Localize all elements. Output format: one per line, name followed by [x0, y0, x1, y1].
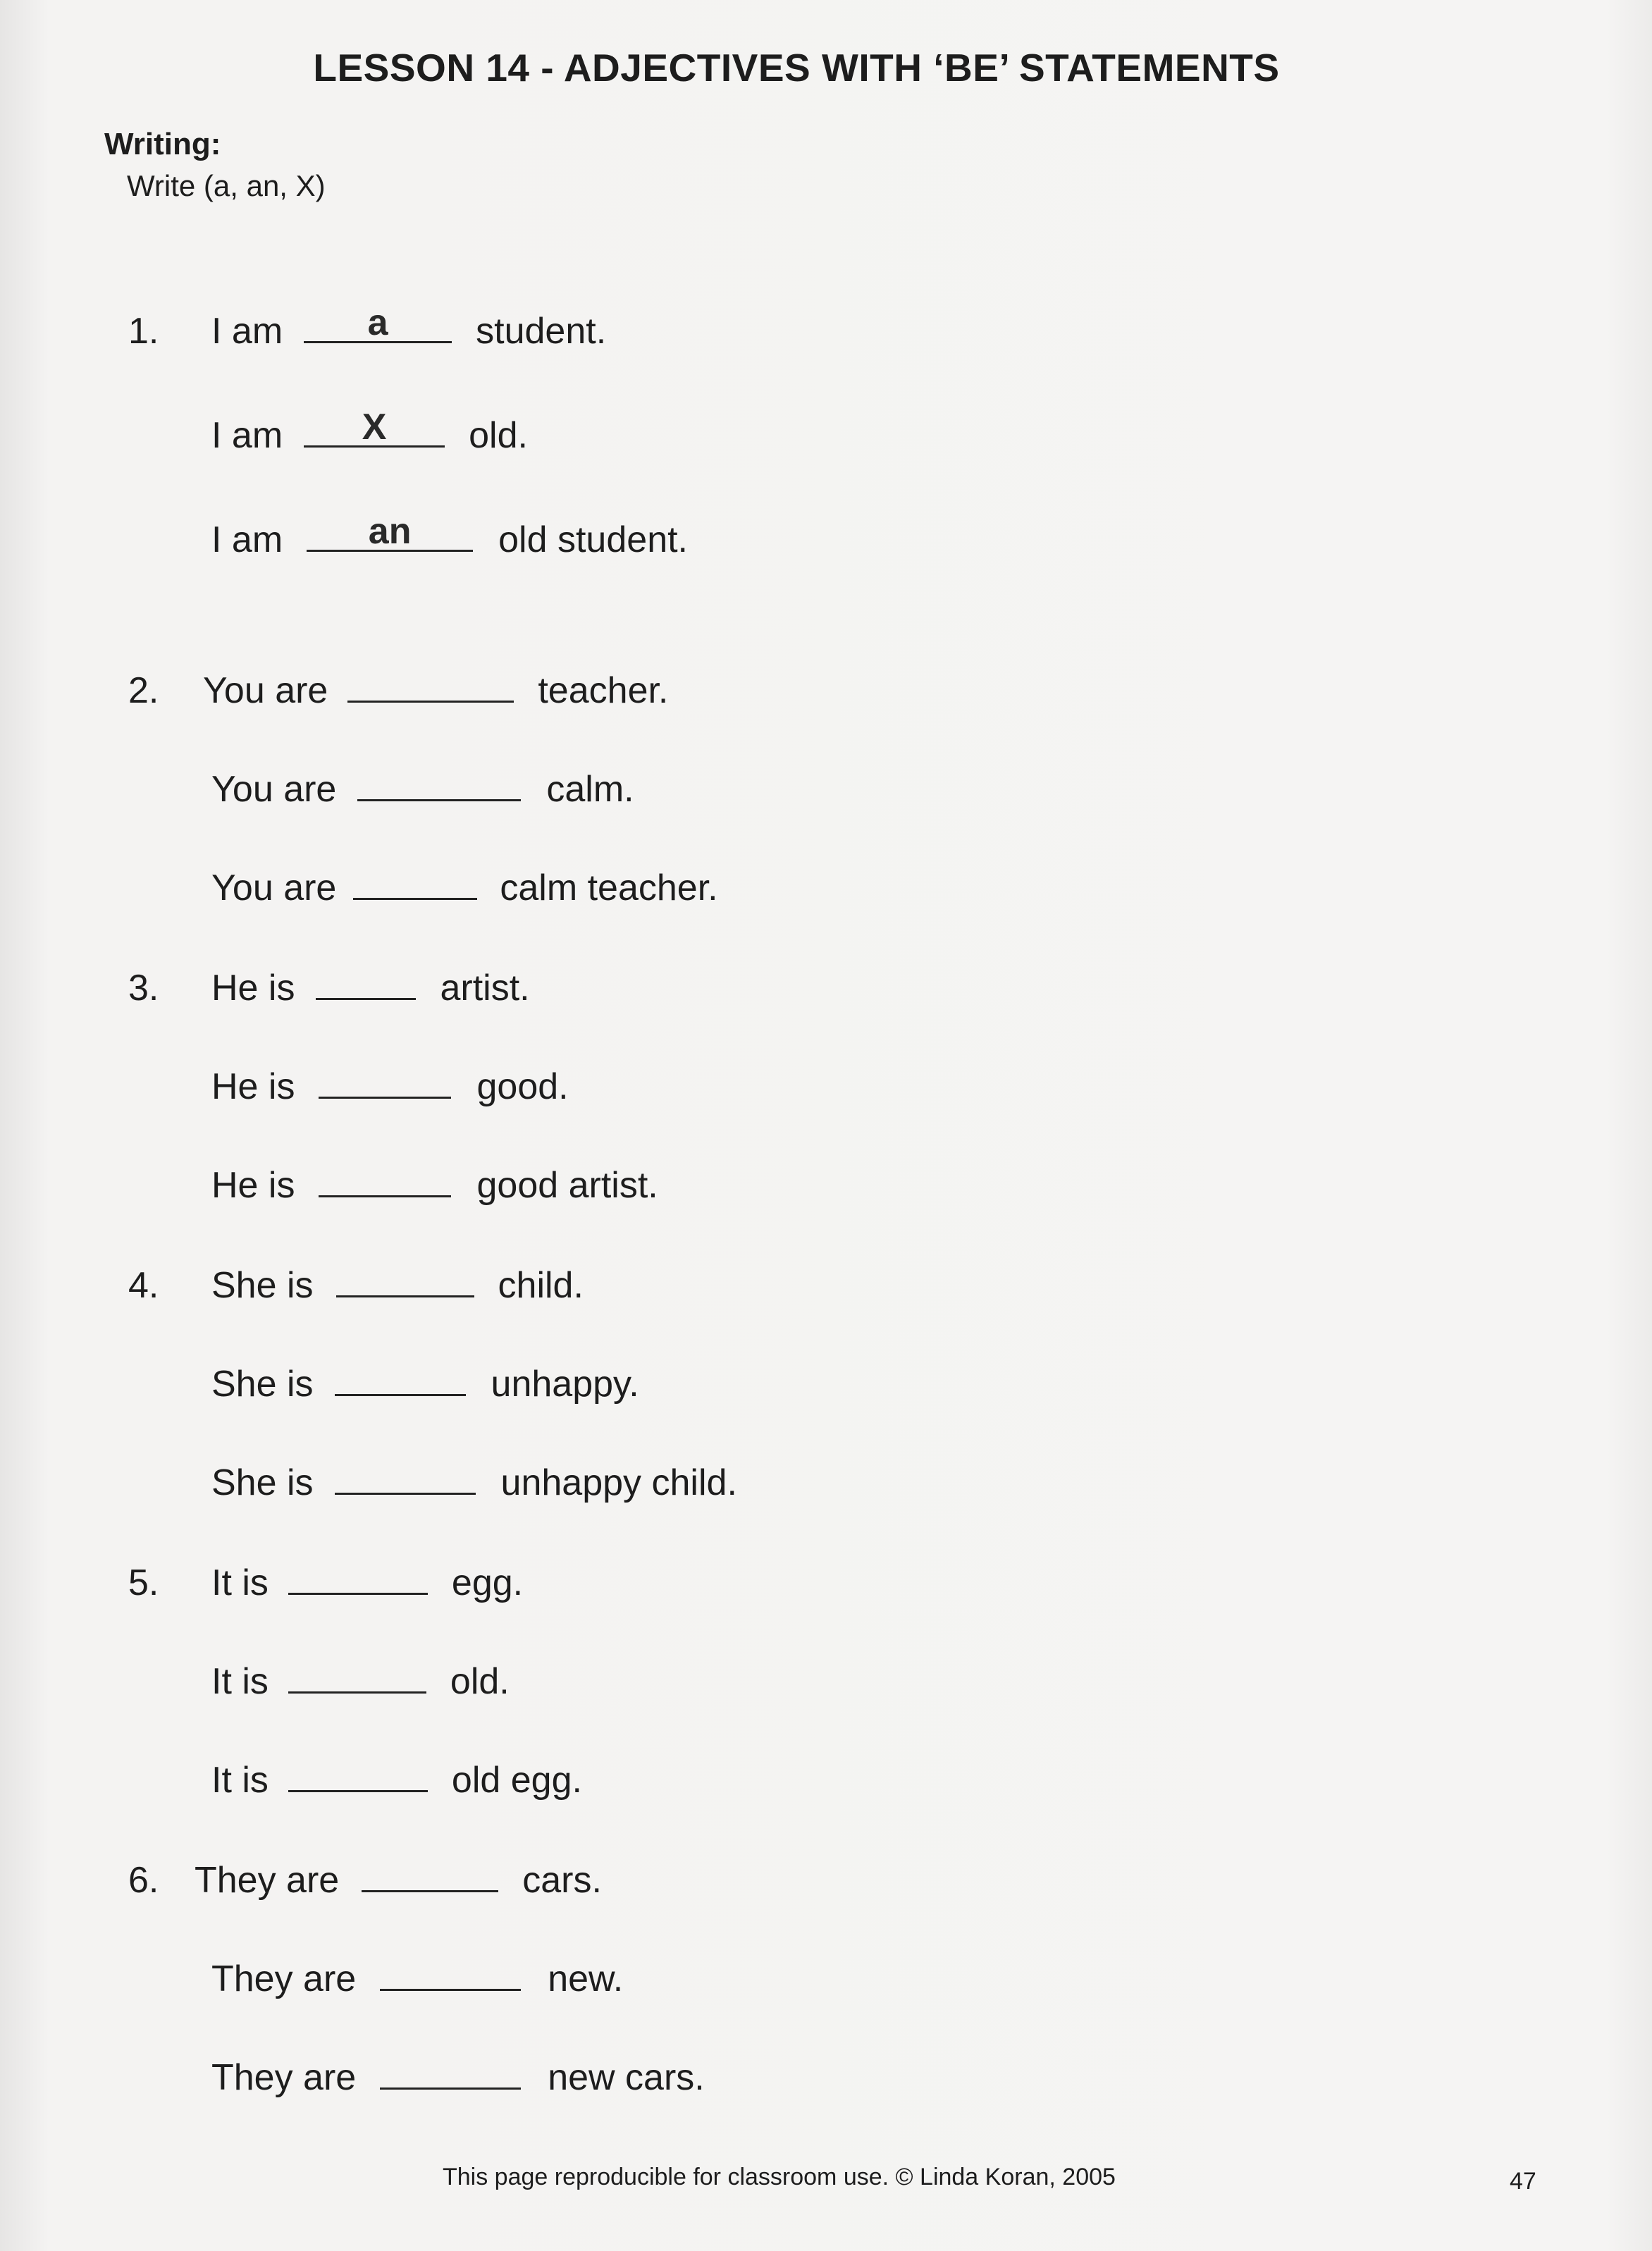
instruction-text: Write (a, an, X) — [127, 169, 326, 202]
exercise-number: 5. — [128, 1562, 159, 1603]
exercise-2-line-3 — [211, 867, 718, 909]
exercise-number: 1. — [128, 311, 159, 352]
answer-blank[interactable] — [307, 511, 473, 552]
answer-blank[interactable] — [304, 407, 445, 448]
sentence-start: They are — [211, 1959, 357, 1999]
sentence-end: teacher. — [538, 670, 669, 711]
sentence-start: I am — [211, 311, 283, 352]
sentence-start: She is — [211, 1265, 314, 1306]
exercise-2-line-2 — [211, 768, 634, 810]
exercise-number: 4. — [128, 1265, 159, 1306]
page-number: 47 — [1510, 2168, 1536, 2195]
exercise-4-line-1 — [128, 1264, 584, 1307]
sentence-end: old. — [469, 415, 528, 456]
sentence-start: You are — [203, 670, 328, 711]
answer-blank[interactable] — [319, 1066, 451, 1099]
sentence-end: unhappy. — [491, 1364, 639, 1405]
sentence-end: student. — [476, 311, 607, 352]
sentence-end: child. — [498, 1265, 584, 1306]
answer-blank[interactable] — [380, 2056, 521, 2090]
answer-text: a — [367, 302, 388, 343]
sentence-start: She is — [211, 1364, 314, 1405]
exercise-5-line-3 — [211, 1759, 582, 1801]
sentence-start: He is — [211, 968, 295, 1009]
answer-blank[interactable] — [288, 1562, 428, 1595]
exercise-5-line-1 — [128, 1562, 523, 1604]
sentence-start: It is — [211, 1562, 269, 1603]
sentence-start: He is — [211, 1165, 295, 1206]
answer-blank[interactable] — [362, 1859, 498, 1892]
sentence-end: old egg. — [451, 1760, 582, 1801]
exercise-4-line-2 — [211, 1363, 639, 1405]
sentence-end: calm. — [546, 769, 634, 810]
answer-blank[interactable] — [288, 1759, 428, 1792]
exercise-1-line-1 — [128, 302, 607, 352]
sentence-end: old student. — [498, 519, 689, 560]
sentence-end: new cars. — [548, 2057, 705, 2098]
answer-blank[interactable] — [335, 1363, 466, 1396]
exercise-number: 2. — [128, 670, 159, 711]
answer-text: an — [368, 511, 412, 552]
sentence-start: It is — [211, 1661, 269, 1702]
exercise-3-line-2 — [211, 1066, 569, 1108]
exercise-number: 6. — [128, 1860, 159, 1901]
answer-blank[interactable] — [347, 670, 514, 703]
sentence-start: I am — [211, 415, 283, 456]
sentence-start: You are — [211, 769, 337, 810]
answer-blank[interactable] — [316, 967, 416, 1000]
lesson-title: LESSON 14 - ADJECTIVES WITH ‘BE’ STATEMENTS — [313, 46, 1280, 90]
answer-blank[interactable] — [357, 768, 521, 801]
exercise-6-line-1 — [128, 1859, 602, 1901]
answer-text: X — [362, 407, 387, 448]
exercise-3-line-3 — [211, 1164, 658, 1207]
answer-blank[interactable] — [319, 1164, 451, 1197]
sentence-start: You are — [211, 868, 337, 908]
exercise-3-line-1 — [128, 967, 530, 1009]
answer-blank[interactable] — [288, 1660, 426, 1694]
answer-blank[interactable] — [304, 302, 452, 343]
exercise-2-line-1 — [128, 670, 668, 712]
copyright-footer: This page reproducible for classroom use. © Linda Koran, 2005 — [443, 2164, 1116, 2190]
sentence-end: cars. — [522, 1860, 602, 1901]
sentence-end: old. — [450, 1661, 510, 1702]
sentence-end: new. — [548, 1959, 624, 1999]
sentence-end: calm teacher. — [500, 868, 718, 908]
sentence-start: It is — [211, 1760, 269, 1801]
exercise-5-line-2 — [211, 1660, 510, 1703]
sentence-end: egg. — [451, 1562, 524, 1603]
exercise-number: 3. — [128, 968, 159, 1009]
sentence-start: She is — [211, 1462, 314, 1503]
exercise-1-line-2 — [211, 407, 528, 457]
exercise-4-line-3 — [211, 1462, 737, 1504]
sentence-start: He is — [211, 1066, 295, 1107]
sentence-end: unhappy child. — [500, 1462, 737, 1503]
sentence-end: artist. — [440, 968, 530, 1009]
sentence-start: They are — [211, 2057, 357, 2098]
exercise-1-line-3 — [211, 511, 689, 561]
exercise-6-line-2 — [211, 1958, 623, 2000]
sentence-end: good. — [476, 1066, 569, 1107]
exercise-6-line-3 — [211, 2056, 705, 2099]
sentence-start: They are — [195, 1860, 340, 1901]
sentence-end: good artist. — [476, 1165, 658, 1206]
answer-blank[interactable] — [353, 867, 477, 900]
answer-blank[interactable] — [336, 1264, 474, 1297]
section-heading: Writing: — [104, 127, 221, 161]
answer-blank[interactable] — [380, 1958, 521, 1991]
answer-blank[interactable] — [335, 1462, 476, 1495]
sentence-start: I am — [211, 519, 283, 560]
